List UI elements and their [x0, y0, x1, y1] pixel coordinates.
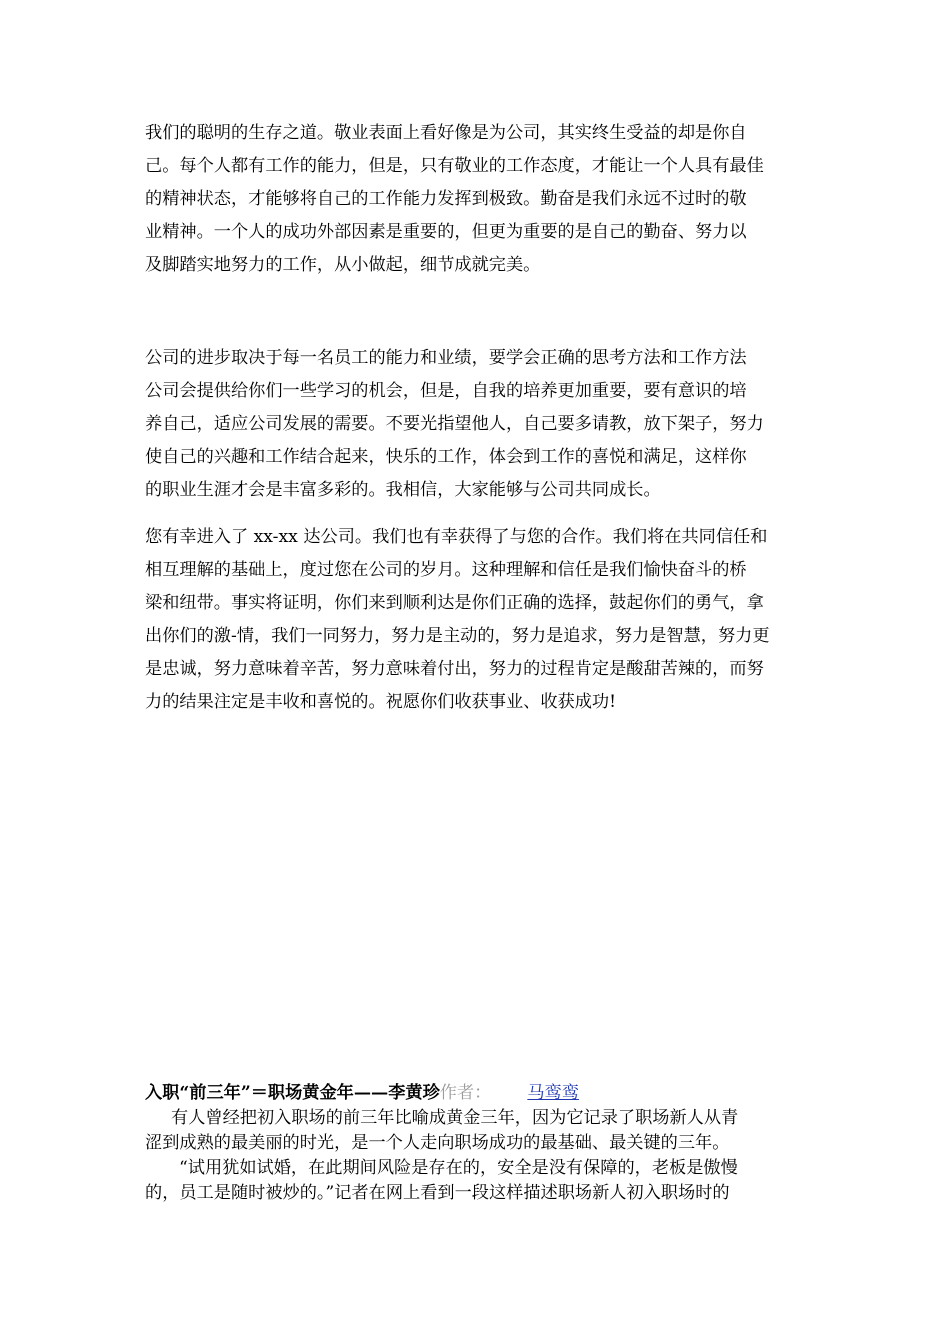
text-line: 梁和纽带。事实将证明，你们来到顺利达是你们正确的选择，鼓起你们的勇气，拿 — [145, 593, 764, 613]
article-heading — [145, 1080, 807, 1106]
text-line: 相互理解的基础上，度过您在公司的岁月。这种理解和信任是我们愉快奋斗的桥 — [145, 560, 747, 580]
text-line: 我们的聪明的生存之道。敬业表面上看好像是为公司，其实终生受益的却是你自 — [145, 123, 747, 143]
text-line: 养自己，适应公司发展的需要。不要光指望他人，自己要多请教，放下架子，努力 — [145, 414, 764, 434]
text-line: 的职业生涯才会是丰富多彩的。我相信，大家能够与公司共同成长。 — [145, 480, 661, 500]
text-line: 使自己的兴趣和工作结合起来，快乐的工作，体会到工作的喜悦和满足，这样你 — [145, 447, 747, 467]
text-line: “试用犹如试婚，在此期间风险是存在的，安全是没有保障的，老板是傲慢 — [179, 1158, 738, 1178]
text-line: 公司会提供给你们一些学习的机会，但是，自我的培养更加重要，要有意识的培 — [145, 381, 747, 401]
text-line: 您有幸进入了 xx-xx 达公司。我们也有幸获得了与您的合作。我们将在共同信任和 — [145, 527, 768, 547]
paragraph-company-progress — [145, 342, 807, 507]
text-line: 的精神状态，才能够将自己的工作能力发挥到极致。勤奋是我们永远不过时的敬 — [145, 189, 747, 209]
paragraph-dedication — [145, 117, 807, 282]
text-line: 出你们的激-情，我们一同努力，努力是主动的，努力是追求，努力是智慧，努力更 — [145, 626, 770, 646]
text-line: 己。每个人都有工作的能力，但是，只有敬业的工作态度，才能让一个人具有最佳 — [145, 156, 764, 176]
text-line: 公司的进步取决于每一名员工的能力和业绩，要学会正确的思考方法和工作方法 — [145, 348, 747, 368]
text-line: 业精神。一个人的成功外部因素是重要的，但更为重要的是自己的勤奋、努力以 — [145, 222, 747, 242]
text-line: 涩到成熟的最美丽的时光，是一个人走向职场成功的最基础、最关键的三年。 — [145, 1133, 730, 1153]
text-line: 的，员工是随时被炒的。”记者在网上看到一段这样描述职场新人初入职场时的 — [145, 1183, 730, 1203]
text-line: 是忠诚，努力意味着辛苦，努力意味着付出，努力的过程肯定是酸甜苦辣的，而努 — [145, 659, 764, 679]
text-line: 及脚踏实地努力的工作，从小做起，细节成就完美。 — [145, 255, 541, 275]
article-body — [145, 1106, 807, 1206]
author-label: 作者： — [439, 1083, 492, 1103]
paragraph-welcome — [145, 521, 807, 719]
text-line: 有人曾经把初入职场的前三年比喻成黄金三年，因为它记录了职场新人从青 — [171, 1108, 739, 1128]
text-line: 力的结果注定是丰收和喜悦的。祝愿你们收获事业、收获成功! — [145, 692, 616, 712]
author-link[interactable]: 马鸾鸾 — [527, 1083, 579, 1103]
article-title: 入职“前三年”＝职场黄金年——李黄珍 — [145, 1083, 440, 1103]
